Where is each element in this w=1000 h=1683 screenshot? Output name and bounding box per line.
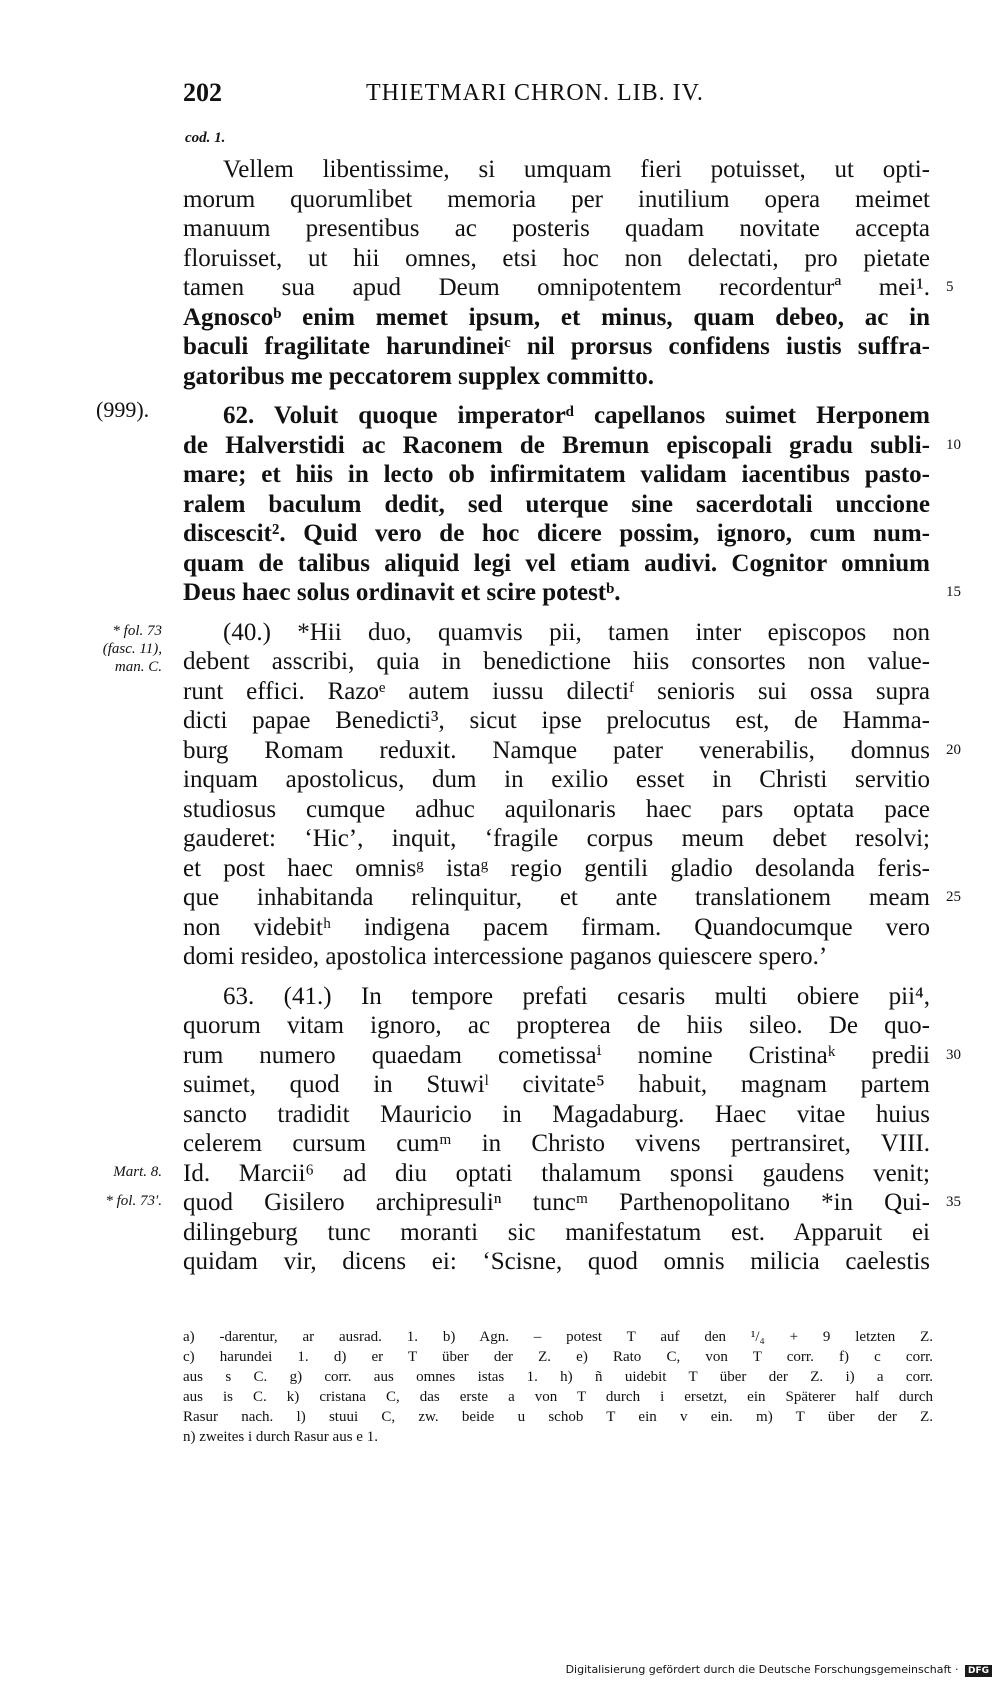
codex-note: cod. 1. [185, 130, 226, 146]
text-line: baculi fragilitate harundineiᶜ nil prorsus confidens iustis suffra- [183, 333, 930, 360]
page-number: 202 [183, 78, 222, 107]
text-line: dilingeburg tunc moranti sic manifestatum est. Apparuit ei [183, 1218, 930, 1246]
text-line: gauderet: ‘Hic’, inquit, ‘fragile corpus meum debet resolvi; [183, 825, 930, 852]
text-line: 62. Voluit quoque imperatorᵈ capellanos suimet Herponem [223, 402, 930, 429]
text-line: tamen sua apud Deum omnipotentem recordenturª mei¹. [183, 274, 930, 301]
text-line: gatoribus me peccatorem supplex committo. [183, 362, 654, 390]
text-line: quidam vir, dicens ei: ‘Scisne, quod omnis milicia caelestis [183, 1248, 930, 1275]
text-line: 63. (41.) In tempore prefati cesaris multi obiere pii⁴, [223, 982, 930, 1010]
running-head [183, 78, 933, 114]
text-line: quorum vitam ignoro, ac propterea de hiis sileo. De quo- [183, 1012, 930, 1039]
margin-year: (999). [96, 397, 150, 422]
text-line: que inhabitanda relinquitur, et ante translationem meam [183, 884, 930, 911]
footnote-line: aus is C. k) cristana C, das erste a von T durch i ersetzt, ein Späterer half durch [183, 1389, 933, 1405]
text-line: discescit². Quid vero de hoc dicere possim, ignoro, cum num- [183, 520, 930, 547]
text-line: suimet, quod in Stuwiˡ civitate⁵ habuit, magnam partem [183, 1071, 930, 1098]
line-number: 30 [946, 1046, 961, 1063]
margin-note: Mart. 8. [113, 1163, 162, 1180]
text-line: quod Gisilero archipresuliⁿ tuncᵐ Parthenopolitano *in Qui- [183, 1189, 930, 1216]
text-line: quam de talibus aliquid legi vel etiam audivi. Cognitor omnium [183, 549, 930, 577]
margin-note: * fol. 73 (fasc. 11), man. C. [102, 622, 162, 675]
margin-note: * fol. 73′. [105, 1193, 162, 1209]
text-line: inquam apostolicus, dum in exilio esset in Christi servitio [183, 766, 930, 793]
text-line: de Halverstidi ac Raconem de Bremun episcopali gradu subli- [183, 431, 930, 459]
text-line: Vellem libentissime, si umquam fieri potuisset, ut opti- [223, 156, 930, 183]
text-line: non videbitʰ indigena pacem firmam. Quandocumque vero [183, 913, 930, 941]
text-line: rum numero quaedam cometissaⁱ nomine Cristinaᵏ predii [183, 1041, 930, 1069]
text-line: Id. Marcii⁶ ad diu optati thalamum sponsi gaudens venit; [183, 1159, 930, 1187]
footnotes [183, 1327, 933, 1447]
text-line: celerem cursum cumᵐ in Christo vivens pertransiret, VIII. [183, 1130, 930, 1157]
text-line: et post haec omnisᵍ istaᵍ regio gentili gladio desolanda feris- [183, 854, 930, 882]
text-line: mare; et hiis in lecto ob infirmitatem validam iacentibus pasto- [183, 461, 930, 488]
text-line: domi resideo, apostolica intercessione paganos quiescere spero.’ [183, 943, 828, 970]
footnote-line: n) zweites i durch Rasur aus e 1. [183, 1429, 378, 1445]
text-line: runt effici. Razoᵉ autem iussu dilectiᶠ senioris sui ossa supra [183, 677, 930, 705]
text-line: debent asscribi, quia in benedictione hiis consortes non value- [183, 648, 930, 675]
footnote-line: a) -darentur, ar ausrad. 1. b) Agn. – potest T auf den ¹/₄ + 9 letzten Z. [183, 1329, 933, 1345]
line-number: 5 [946, 279, 954, 295]
footnote-line: Rasur nach. l) stuui C, zw. beide u schob T ein v ein. m) T über der Z. [183, 1409, 933, 1425]
text-line: morum quorumlibet memoria per inutilium opera meimet [183, 185, 930, 213]
text-line: floruisset, ut hii omnes, etsi hoc non delectati, pro pietate [183, 244, 930, 272]
credit-text: Digitalisierung gefördert durch die Deutsche Forschungsgemeinschaft · [565, 1663, 959, 1676]
text-line: ralem baculum dedit, sed uterque sine sacerdotali unccione [183, 490, 930, 518]
dfg-logo: DFG [965, 1665, 992, 1677]
running-title: THIETMARI CHRON. LIB. IV. [366, 80, 704, 106]
digitization-credit [566, 1663, 992, 1677]
line-number: 10 [946, 436, 961, 453]
line-number: 15 [946, 584, 961, 600]
text-line: studiosus cumque adhuc aquilonaris haec pars optata pace [183, 795, 930, 823]
footnote-line: c) harundei 1. d) er T über der Z. e) Rato C, von T corr. f) c corr. [183, 1349, 933, 1365]
text-line: dicti papae Benedicti³, sicut ipse prelocutus est, de Hamma- [183, 707, 930, 734]
text-line: burg Romam reduxit. Namque pater venerabilis, domnus [183, 736, 930, 764]
footnote-line: aus s C. g) corr. aus omnes istas 1. h) ñ uidebit T über der Z. i) a corr. [183, 1369, 933, 1385]
text-line: Deus haec solus ordinavit et scire potestᵇ. [183, 579, 621, 606]
text-line: (40.) *Hii duo, quamvis pii, tamen inter episcopos non [223, 618, 930, 646]
line-number: 20 [946, 741, 961, 758]
line-number: 35 [946, 1194, 961, 1210]
line-number: 25 [946, 889, 961, 905]
text-line: Agnoscoᵇ enim memet ipsum, et minus, quam debeo, ac in [183, 303, 930, 331]
text-line: manuum presentibus ac posteris quadam novitate accepta [183, 215, 930, 242]
text-line: sancto tradidit Mauricio in Magadaburg. Haec vitae huius [183, 1100, 930, 1128]
